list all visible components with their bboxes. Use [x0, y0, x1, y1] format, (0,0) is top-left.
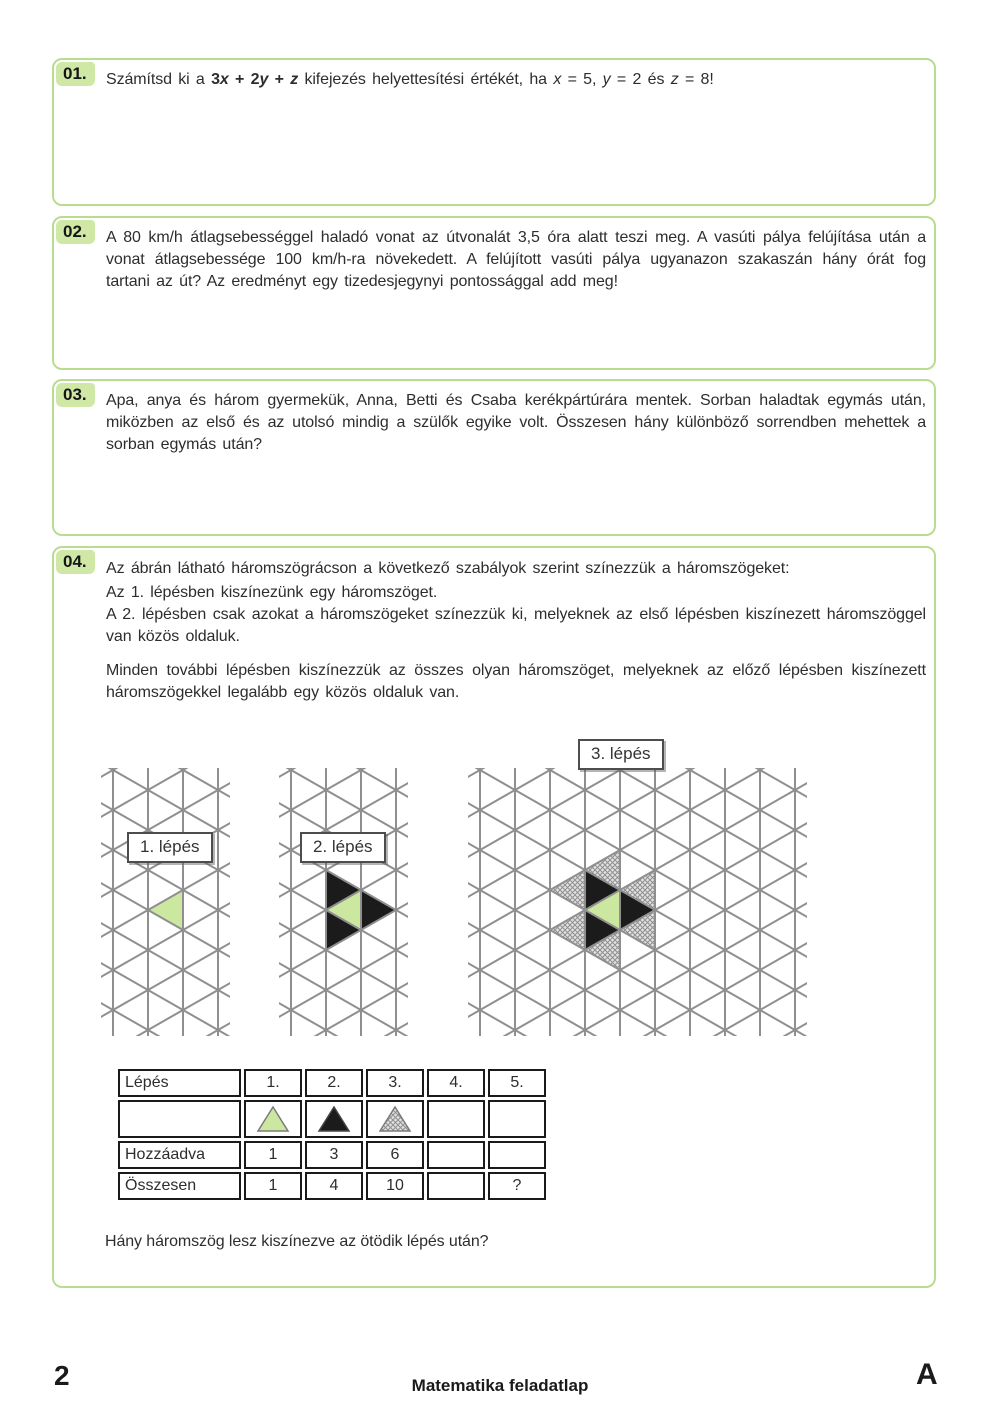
table-cell: [488, 1141, 546, 1169]
triangle-grid-diagram: [95, 735, 815, 1041]
problem-text-03: Apa, anya és három gyermekük, Anna, Betti és Csaba kerékpártúrára mentek. Sorban haladtak egymás után, miközben az első és az utolsó mindig a szülők egyike volt. Összesen hány különböző sorrendben mehettek a sorban egymás után?: [106, 392, 926, 453]
problem-04-rule-2: A 2. lépésben csak azokat a háromszögeket színezzük ki, melyeknek az első lépésben kiszínezett háromszöggel van közös oldaluk.: [106, 606, 926, 645]
problem-box-03: [52, 379, 936, 536]
table-cell: 4.: [427, 1069, 485, 1097]
table-cell: [118, 1100, 241, 1138]
table-cell: 1: [244, 1172, 302, 1200]
table-cell: 2.: [305, 1069, 363, 1097]
step-2-label: 2. lépés: [300, 832, 386, 863]
table-cell: 6: [366, 1141, 424, 1169]
problem-box-02: [52, 216, 936, 370]
table-cell: 5.: [488, 1069, 546, 1097]
problem-number-03: 03.: [56, 383, 95, 407]
problem-number-02: 02.: [56, 220, 95, 244]
table-cell: Lépés: [118, 1069, 241, 1097]
problem-number-04: 04.: [56, 550, 95, 574]
problem-text-02: A 80 km/h átlagsebességgel haladó vonat az útvonalát 3,5 óra alatt teszi meg. A vasúti pálya felújítása után a vonat átlagsebessége 100 km/h-ra növekedett. A felújított vasúti pálya ugyanazon szakaszán hány órát fog tartani az út? Az eredményt egy tizedesjegynyi pontossággal add meg!: [106, 229, 926, 290]
footer-variant-letter: A: [916, 1358, 938, 1391]
problem-04-rule-3: Minden további lépésben kiszínezzük az összes olyan háromszöget, melyeknek az előző lépésben kiszínezett háromszögekkel legalább egy közös oldaluk van.: [106, 662, 926, 701]
table-row-total: [118, 1172, 546, 1200]
table-cell: ?: [488, 1172, 546, 1200]
table-cell: Összesen: [118, 1172, 241, 1200]
problem-text-01: Számítsd ki a 3x + 2y + z kifejezés helyettesítési értékét, ha x = 5, y = 2 és z = 8!: [106, 71, 714, 88]
black-triangle-icon: [305, 1100, 363, 1138]
table-cell: 4: [305, 1172, 363, 1200]
triangle-grid-step-1: [95, 735, 253, 1041]
problem-04-intro: Az ábrán látható háromszögrácson a következő szabályok szerint színezzük a háromszögeket:: [106, 560, 790, 577]
table-row-header: [118, 1069, 546, 1097]
hatched-triangle-icon: [366, 1100, 424, 1138]
table-row-icons: [118, 1100, 546, 1138]
table-cell: [427, 1172, 485, 1200]
footer-page-number: 2: [54, 1360, 70, 1391]
table-cell: 1: [244, 1141, 302, 1169]
green-triangle-icon: [244, 1100, 302, 1138]
table-cell: 3: [305, 1141, 363, 1169]
problem-04-rule-1: Az 1. lépésben kiszínezünk egy háromszöget.: [106, 584, 438, 601]
table-cell: 10: [366, 1172, 424, 1200]
table-cell: [488, 1100, 546, 1138]
steps-table: [115, 1066, 549, 1203]
footer-title: Matematika feladatlap: [411, 1376, 589, 1395]
problem-number-01: 01.: [56, 62, 95, 86]
problem-box-01: [52, 58, 936, 206]
table-cell: 1.: [244, 1069, 302, 1097]
table-cell: Hozzáadva: [118, 1141, 241, 1169]
table-cell: [427, 1100, 485, 1138]
step-3-label: 3. lépés: [578, 739, 664, 770]
table-cell: 3.: [366, 1069, 424, 1097]
table-cell: [427, 1141, 485, 1169]
triangle-grid-step-3: [445, 735, 815, 1041]
table-row-added: [118, 1141, 546, 1169]
problem-04-question: Hány háromszög lesz kiszínezve az ötödik lépés után?: [105, 1233, 489, 1250]
triangle-grid-step-2: [256, 735, 431, 1041]
step-1-label: 1. lépés: [127, 832, 213, 863]
